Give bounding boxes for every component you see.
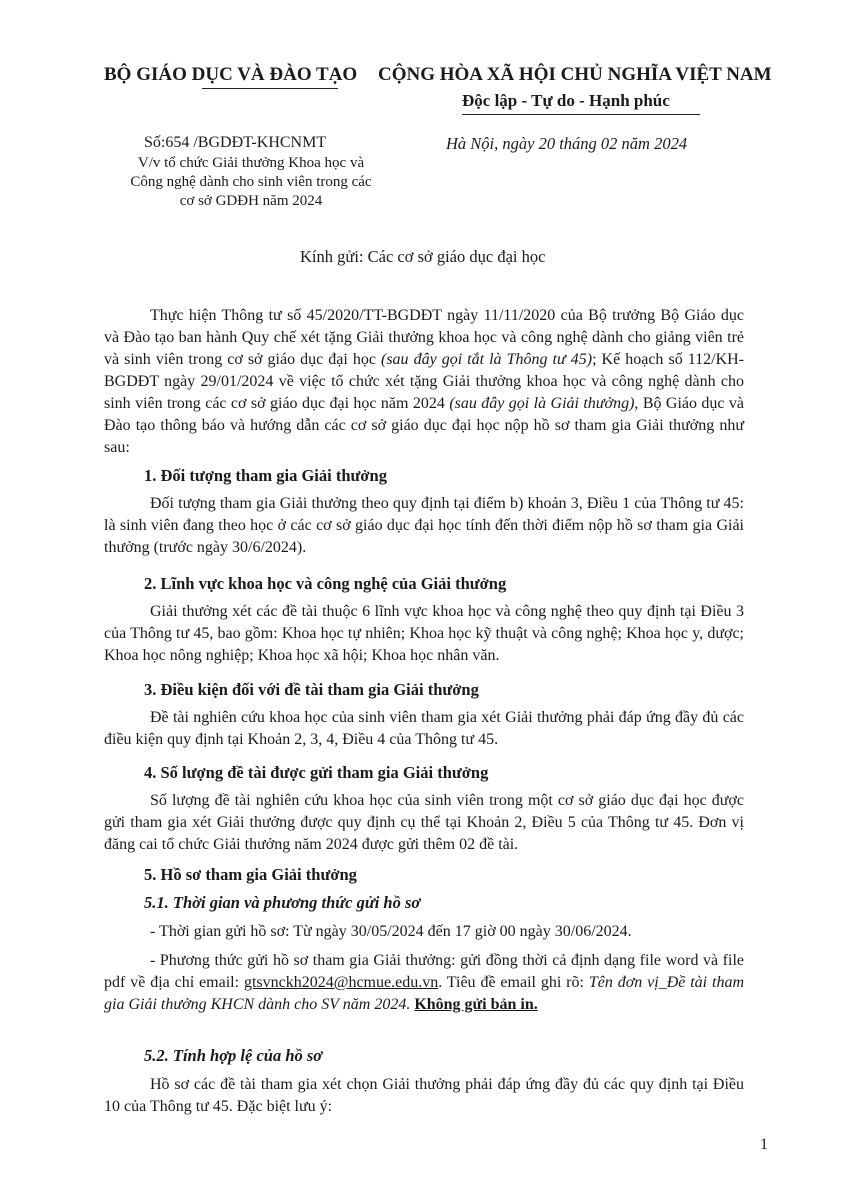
email-subject-format: Tên đơn vị_Đề tài tham gia Giải thưởng KHCN dành cho SV năm 2024.: [104, 974, 745, 1013]
greeting: Kính gửi: Các cơ sở giáo dục đại học: [300, 247, 546, 266]
method-text-b: . Tiêu đề email ghi rõ:: [438, 974, 589, 991]
national-title: CỘNG HÒA XÃ HỘI CHỦ NGHĨA VIỆT NAM: [378, 64, 772, 85]
section-3-text: Đề tài nghiên cứu khoa học của sinh viên tham gia xét Giải thưởng phải đáp ứng đầy đủ các điều kiện quy định tại Khoản 2, 3, 4, Điều 4 của Thông tư 45.: [104, 709, 744, 748]
section-5-title: 5. Hồ sơ tham gia Giải thưởng: [144, 865, 357, 884]
section-1-text: Đối tượng tham gia Giải thưởng theo quy định tại điểm b) khoản 3, Điều 1 của Thông tư 45: là sinh viên đang theo học ở các cơ sở giáo dục đại học tính đến thời điểm nộp hồ sơ tham gia Giải thưởng (trước ngày 30/6/2024).: [104, 495, 744, 556]
page-number: 1: [760, 1136, 768, 1153]
section-1-title: 1. Đối tượng tham gia Giải thưởng: [144, 466, 387, 485]
document-number: Số:654 /BGDĐT-KHCNMT: [144, 134, 327, 151]
ministry-name: BỘ GIÁO DỤC VÀ ĐÀO TẠO: [104, 64, 358, 85]
intro-italic-2: (sau đây gọi là Giải thưởng): [449, 395, 635, 412]
section-5-2-title: 5.2. Tính hợp lệ của hồ sơ: [144, 1046, 323, 1065]
document-subject: V/v tổ chức Giải thưởng Khoa học và Công nghệ dành cho sinh viên trong các cơ sở GDĐH năm 2024: [130, 155, 372, 209]
section-3-title: 3. Điều kiện đối với đề tài tham gia Giải thưởng: [144, 680, 479, 699]
submission-email[interactable]: gtsvnckh2024@hcmue.edu.vn: [243, 974, 439, 991]
intro-italic-1: (sau đây gọi tắt là Thông tư 45): [380, 351, 593, 368]
motto-underline: [462, 114, 700, 115]
section-5-1-method: [104, 950, 744, 1016]
intro-paragraph: [104, 305, 744, 459]
section-2-text: Giải thưởng xét các đề tài thuộc 6 lĩnh vực khoa học và công nghệ theo quy định tại Điều 3 của Thông tư 45, bao gồm: Khoa học tự nhiên; Khoa học kỹ thuật và công nghệ; Khoa học y, dược; Khoa học nông nghiệp; Khoa học xã hội; Khoa học nhân văn.: [104, 603, 744, 664]
section-5-2-text: Hồ sơ các đề tài tham gia xét chọn Giải thưởng phải đáp ứng đầy đủ các quy định tại Điều 10 của Thông tư 45. Đặc biệt lưu ý:: [104, 1076, 744, 1115]
ministry-underline: [202, 88, 338, 89]
intro-text-3: , Bộ Giáo dục và Đào tạo thông báo và hướng dẫn các cơ sở giáo dục đại học nộp hồ sơ tham gia Giải thưởng như sau:: [104, 395, 745, 456]
intro-text-2: ; Kế hoạch số 112/KH-BGDĐT ngày 29/01/2024 về việc tổ chức xét tặng Giải thưởng khoa học và công nghệ dành cho sinh viên trong các cơ sở giáo dục đại học năm 2024: [104, 351, 745, 412]
method-text-a: - Phương thức gửi hồ sơ tham gia Giải thưởng: gửi đồng thời cả định dạng file word và file pdf về địa chỉ email:: [104, 952, 744, 991]
no-print-note: Không gửi bản in.: [414, 996, 538, 1013]
section-4-title: 4. Số lượng đề tài được gửi tham gia Giải thưởng: [144, 763, 489, 782]
section-2-title: 2. Lĩnh vực khoa học và công nghệ của Giải thưởng: [144, 574, 507, 593]
section-5-1-title: 5.1. Thời gian và phương thức gửi hồ sơ: [144, 893, 421, 912]
national-motto: Độc lập - Tự do - Hạnh phúc: [462, 91, 670, 110]
intro-text-1: Thực hiện Thông tư số 45/2020/TT-BGDĐT ngày 11/11/2020 của Bộ trưởng Bộ Giáo dục và Đào tạo ban hành Quy chế xét tặng Giải thưởng khoa học và công nghệ dành cho giảng viên trẻ và sinh viên trong cơ sở giáo dục đại học: [104, 307, 744, 368]
section-4-text: Số lượng đề tài nghiên cứu khoa học của sinh viên trong một cơ sở giáo dục đại học được gửi tham gia xét Giải thưởng được quy định cụ thể tại Khoản 2, Điều 5 của Thông tư 45. Đơn vị đăng cai tổ chức Giải thưởng năm 2024 được gửi thêm 02 đề tài.: [104, 792, 744, 853]
place-date: Hà Nội, ngày 20 tháng 02 năm 2024: [446, 134, 688, 153]
section-5-1-time: - Thời gian gửi hồ sơ: Từ ngày 30/05/2024 đến 17 giờ 00 ngày 30/06/2024.: [150, 923, 632, 940]
